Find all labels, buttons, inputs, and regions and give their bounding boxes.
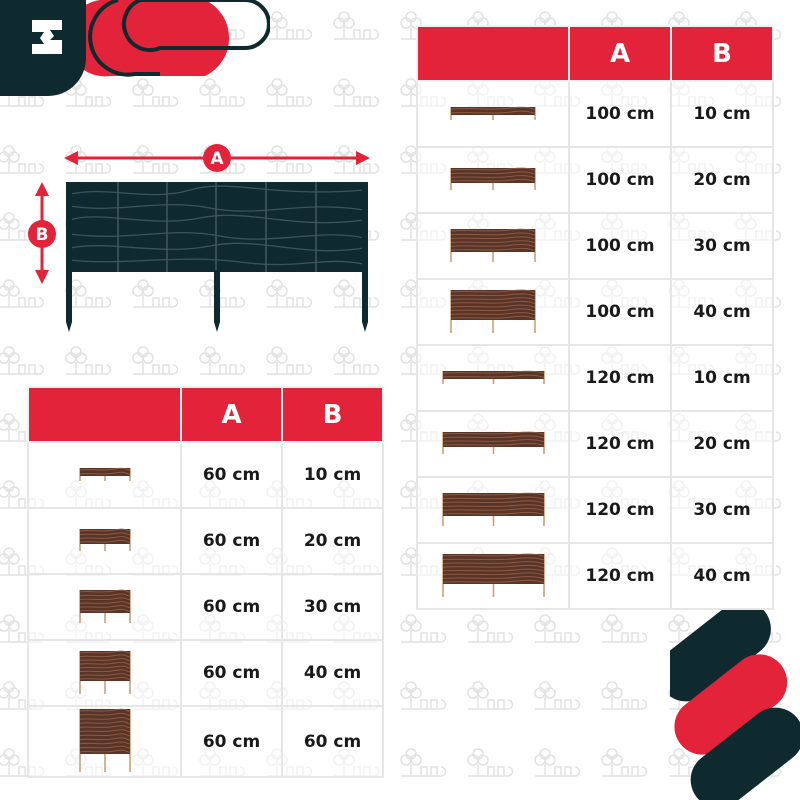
fence-thumbnail-icon xyxy=(28,706,181,777)
fence-thumbnail-icon xyxy=(28,442,181,508)
dimension-b-value: 30 cm xyxy=(671,213,773,279)
table-row xyxy=(28,508,383,574)
fence-illustration xyxy=(66,182,368,332)
table-row xyxy=(417,477,773,543)
header-a: A xyxy=(181,387,282,442)
size-table-60cm xyxy=(27,386,384,778)
header-a: A xyxy=(569,26,671,81)
brand-footer-graphic xyxy=(670,610,800,800)
table-row xyxy=(417,543,773,609)
table-row xyxy=(417,411,773,477)
dimension-a-value: 60 cm xyxy=(181,706,282,777)
fence-thumbnail-icon xyxy=(28,574,181,640)
dimension-a-label: A xyxy=(210,149,224,169)
fence-thumbnail-icon xyxy=(417,477,569,543)
dimension-a-value: 100 cm xyxy=(569,279,671,345)
dimension-a-value: 120 cm xyxy=(569,477,671,543)
dimension-b-value: 30 cm xyxy=(671,477,773,543)
dimension-a-value: 120 cm xyxy=(569,345,671,411)
dimension-b-value: 10 cm xyxy=(671,345,773,411)
fence-thumbnail-icon xyxy=(417,147,569,213)
dimension-b-value: 40 cm xyxy=(282,640,383,706)
fence-thumbnail-icon xyxy=(417,81,569,147)
table-row xyxy=(417,213,773,279)
dimension-a-arrow xyxy=(64,144,370,172)
header-image-column xyxy=(28,387,181,442)
dimension-a-value: 60 cm xyxy=(181,574,282,640)
dimension-a-value: 100 cm xyxy=(569,81,671,147)
dimension-b-value: 20 cm xyxy=(671,147,773,213)
fence-thumbnail-icon xyxy=(28,508,181,574)
dimension-b-value: 20 cm xyxy=(282,508,383,574)
dimension-a-value: 120 cm xyxy=(569,543,671,609)
header-b: B xyxy=(282,387,383,442)
table-row xyxy=(417,279,773,345)
header-b: B xyxy=(671,26,773,81)
fence-thumbnail-icon xyxy=(417,213,569,279)
table-row xyxy=(417,81,773,147)
table-row xyxy=(28,574,383,640)
dimension-a-value: 60 cm xyxy=(181,508,282,574)
fence-thumbnail-icon xyxy=(417,279,569,345)
table-row xyxy=(28,442,383,508)
table-row xyxy=(417,345,773,411)
table-row xyxy=(28,640,383,706)
dimension-b-value: 30 cm xyxy=(282,574,383,640)
dimension-b-arrow xyxy=(28,182,56,284)
fence-thumbnail-icon xyxy=(417,543,569,609)
dimension-a-value: 100 cm xyxy=(569,213,671,279)
fence-thumbnail-icon xyxy=(28,640,181,706)
dimension-b-value: 60 cm xyxy=(282,706,383,777)
dimension-a-value: 100 cm xyxy=(569,147,671,213)
size-table-100-120cm xyxy=(416,25,774,610)
dimension-b-value: 40 cm xyxy=(671,543,773,609)
dimension-a-value: 120 cm xyxy=(569,411,671,477)
dimension-b-value: 20 cm xyxy=(671,411,773,477)
dimension-a-value: 60 cm xyxy=(181,640,282,706)
dimension-b-value: 10 cm xyxy=(671,81,773,147)
fence-thumbnail-icon xyxy=(417,345,569,411)
fence-thumbnail-icon xyxy=(417,411,569,477)
dimension-b-value: 40 cm xyxy=(671,279,773,345)
header-image-column xyxy=(417,26,569,81)
table-row xyxy=(417,147,773,213)
dimension-a-value: 60 cm xyxy=(181,442,282,508)
fence-dimension-diagram xyxy=(20,140,390,340)
brand-logo-icon xyxy=(28,16,68,58)
table-row xyxy=(28,706,383,777)
dimension-b-label: B xyxy=(35,225,49,245)
dimension-b-value: 10 cm xyxy=(282,442,383,508)
